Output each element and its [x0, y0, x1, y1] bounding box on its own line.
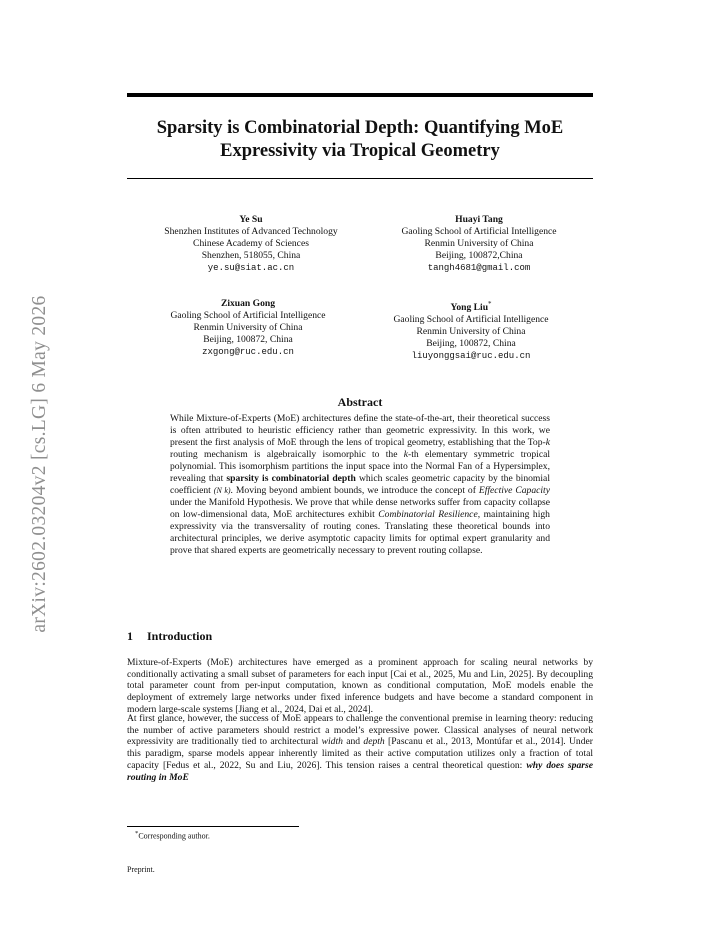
arxiv-sidebar-identifier: arXiv:2602.03204v2 [cs.LG] 6 May 2026	[29, 295, 50, 633]
author-affiliation: Renmin University of China	[193, 322, 303, 333]
author-affiliation: Shenzhen Institutes of Advanced Technology	[164, 226, 338, 237]
author-affiliation: Gaoling School of Artificial Intelligence	[170, 310, 326, 321]
author-affiliation: Gaoling School of Artificial Intelligence	[393, 314, 549, 326]
intro-text: At first glance, however, the success of MoE appears to challenge the conventional premise in learning theory: reducing the number of active parameters should restrict a model’s expressive power. Classical analyses of neural network expressivity are traditionally tied to architectural	[127, 713, 593, 748]
author-block-3	[128, 298, 368, 358]
author-affiliation: Chinese Academy of Sciences	[193, 238, 309, 249]
author-name: Zixuan Gong	[220, 298, 276, 309]
author-address: Shenzhen, 518055, China	[201, 250, 301, 261]
math-k: k	[545, 437, 550, 448]
author-email: liuyonggsai@ruc.edu.cn	[411, 351, 531, 362]
abstract-text: . Moving beyond ambient bounds, we introduce the concept of	[230, 485, 479, 496]
author-name: Huayi Tang	[455, 214, 503, 225]
title-bottom-rule	[127, 178, 593, 179]
abstract-text: -th elementary symmetric tropical polynomial. This isomorphism partitions the input space into the Normal Fan of a Hypersimplex, revealing that	[170, 449, 551, 484]
abstract-text: , maintaining high expressivity via the transversality of routing cones. Translating these theoretical bounds into architectural principles, we derive asymptotic capacity limits for optimal expert granularity and prove that shared experts are geometrically necessary to prevent routing collapse.	[170, 509, 550, 556]
intro-text: [Pascanu et al., 2013, Montúfar et al., 2014]. Under this paradigm, sparse models appear inherently limited as their active computation utilizes only a fraction of total capacity [Fedus et al., 2022, Su and Liu, 2026]. This tension raises a central theoretical question:	[127, 736, 593, 771]
abstract-text: which scales geometric capacity by the binomial coefficient	[170, 473, 550, 496]
abstract-body	[170, 413, 550, 557]
author-email: tangh4681@gmail.com	[427, 263, 531, 273]
author-affiliation: Renmin University of China	[416, 326, 526, 338]
author-name: Yong Liu	[450, 302, 489, 314]
section-heading-introduction	[127, 629, 212, 644]
footnote-text: Corresponding author.	[138, 831, 210, 841]
preprint-label: Preprint.	[127, 865, 155, 874]
title-top-rule	[127, 93, 593, 97]
author-block-4	[351, 298, 591, 362]
author-name-line	[351, 298, 591, 314]
paper-title: Sparsity is Combinatorial Depth: Quantifying MoE Expressivity via Tropical Geometry	[156, 118, 564, 161]
section-number: 1	[127, 629, 133, 643]
footnote-mark: *	[135, 830, 139, 837]
abstract-text: routing mechanism is algebraically isomorphic to the	[170, 449, 404, 460]
math-k: k	[403, 449, 409, 460]
author-block-1	[131, 214, 371, 274]
author-address: Beijing, 100872, China	[426, 338, 516, 350]
abstract-emphasis: Effective Capacity	[478, 485, 550, 496]
abstract-heading: Abstract	[337, 395, 383, 409]
intro-question-emphasis: why does sparse routing in MoE	[127, 759, 593, 783]
author-block-2	[359, 214, 599, 274]
intro-paragraph-2	[127, 713, 593, 783]
intro-text: and	[342, 736, 364, 748]
abstract-text: While Mixture-of-Experts (MoE) architectures define the state-of-the-art, their theoretical success is often attributed to heuristic efficiency rather than geometric expressivity. In this work, we present the first analysis of MoE through the lens of tropical geometry, establishing that the Top-	[170, 413, 550, 448]
corresponding-mark: *	[488, 300, 492, 308]
intro-paragraph-1: Mixture-of-Experts (MoE) architectures have emerged as a prominent approach for scaling neural networks by conditionally activating a small subset of parameters for each input [Cai et al., 2025, Mu and Lin, 2025]. By decoupling total parameter count from per-input computation, known as conditional computation, MoE models enable the deployment of extremely large networks under fixed inference budgets and have become a standard component in modern large-scale systems [Jiang et al., 2024, Dai et al., 2024].	[127, 657, 593, 715]
intro-emphasis: width	[321, 736, 343, 748]
abstract-bold-phrase: sparsity is combinatorial depth	[226, 473, 356, 484]
footnote	[135, 830, 210, 841]
footnote-rule	[127, 826, 299, 827]
author-affiliation: Gaoling School of Artificial Intelligence	[401, 226, 557, 237]
author-affiliation: Renmin University of China	[424, 238, 534, 249]
author-address: Beijing, 100872,China	[435, 250, 523, 261]
author-name: Ye Su	[239, 214, 263, 225]
abstract-text: under the Manifold Hypothesis. We prove that while dense networks suffer from capacity collapse on low-dimensional data, MoE architectures exhibit	[170, 497, 550, 520]
section-title: Introduction	[147, 629, 213, 643]
author-email: zxgong@ruc.edu.cn	[202, 347, 294, 357]
intro-emphasis: depth	[363, 736, 385, 748]
abstract-emphasis: Combinatorial Resilience	[378, 509, 478, 520]
author-address: Beijing, 100872, China	[203, 334, 293, 345]
binomial-coefficient: (N k)	[213, 486, 231, 495]
author-email: ye.su@siat.ac.cn	[207, 263, 295, 273]
